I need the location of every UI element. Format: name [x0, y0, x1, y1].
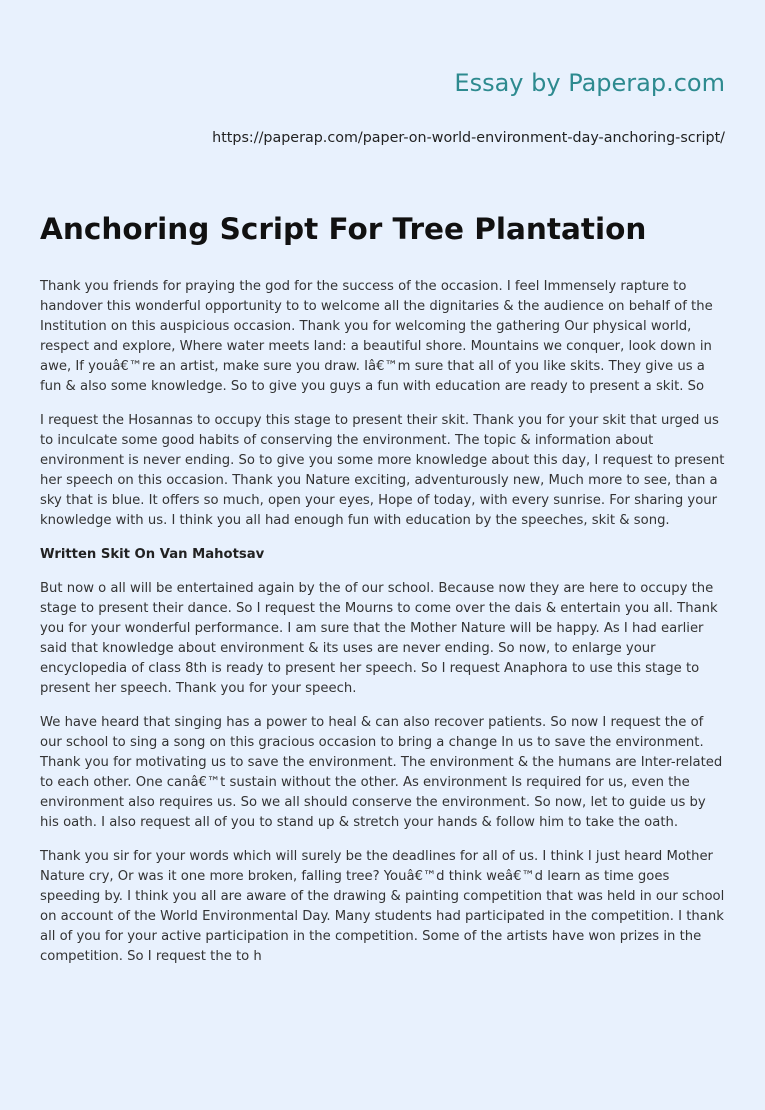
page-title: Anchoring Script For Tree Plantation [40, 212, 647, 246]
brand-link[interactable]: Essay by Paperap.com [454, 69, 725, 97]
section-heading: Written Skit On Van Mahotsav [40, 547, 265, 562]
paragraph: We have heard that singing has a power to heal & can also recover patients. So now I request the of our school to sing a song on this gracious occasion to bring a change In us to save the environment. Thank you for motivating us to save the environment. The environment & the humans are Inter-related to each other. One canâ€™t sustain without the other. As environment Is required for us, even the environment also requires us. So we all should conserve the environment. So now, let to guide us by his oath. I also request all of you to stand up & stretch your hands & follow him to take the oath. [40, 715, 723, 830]
source-url: https://paperap.com/paper-on-world-environment-day-anchoring-script/ [212, 130, 725, 146]
paragraph: I request the Hosannas to occupy this stage to present their skit. Thank you for your skit that urged us to inculcate some good habits of conserving the environment. The topic & information about environment is never ending. So to give you some more knowledge about this day, I request to present her speech on this occasion. Thank you Nature exciting, adventurously new, Much more to see, than a sky that is blue. It offers so much, open your eyes, Hope of today, with every sunrise. For sharing your knowledge with us. I think you all had enough fun with education by the speeches, skit & song. [40, 413, 725, 528]
paragraph: But now o all will be entertained again by the of our school. Because now they are here to occupy the stage to present their dance. So I request the Mourns to come over the dais & entertain you all. Thank you for your wonderful performance. I am sure that the Mother Nature will be happy. As I had earlier said that knowledge about environment & its uses are never ending. So now, to enlarge your encyclopedia of class 8th is ready to present her speech. So I request Anaphora to use this stage to present her speech. Thank you for your speech. [40, 581, 718, 696]
paragraph: Thank you friends for praying the god for the success of the occasion. I feel Immensely rapture to handover this wonderful opportunity to to welcome all the dignitaries & the audience on behalf of the Institution on this auspicious occasion. Thank you for welcoming the gathering Our physical world, respect and explore, Where water meets land: a beautiful shore. Mountains we conquer, look down in awe, If youâ€™re an artist, make sure you draw. Iâ€™m sure that all of you like skits. They give us a fun & also some knowledge. So to give you guys a fun with education are ready to present a skit. So [40, 279, 713, 394]
essay-body [40, 277, 725, 981]
paragraph: Thank you sir for your words which will surely be the deadlines for all of us. I think I just heard Mother Nature cry, Or was it one more broken, falling tree? Youâ€™d think weâ€™d learn as time goes speeding by. I think you all are aware of the drawing & painting competition that was held in our school on account of the World Environmental Day. Many students had participated in the competition. I thank all of you for your active participation in the competition. Some of the artists have won prizes in the competition. So I request the to h [40, 849, 725, 964]
